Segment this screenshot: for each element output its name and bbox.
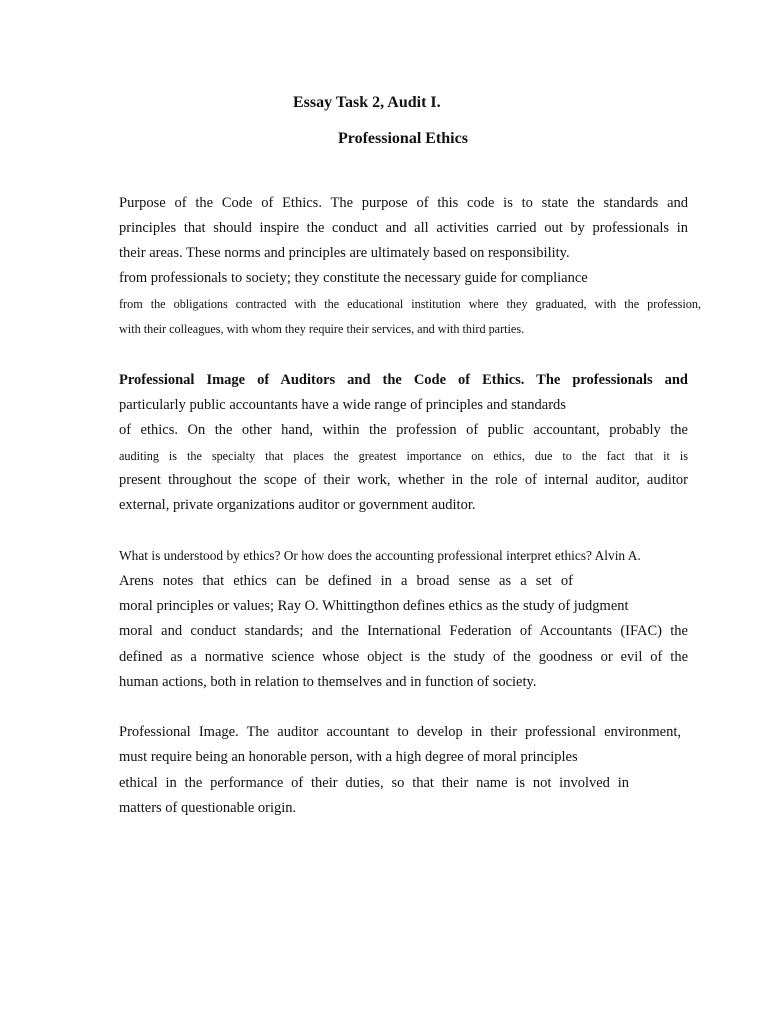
- text-line: What is understood by ethics? Or how does the accounting professional interpret ethics? Alvin A.: [119, 548, 641, 563]
- text-line: particularly public accountants have a wide range of principles and standards: [119, 397, 566, 413]
- text-line: external, private organizations auditor or government auditor.: [119, 497, 476, 513]
- document-title: Essay Task 2, Audit I.: [293, 94, 441, 111]
- text-line: moral and conduct standards; and the International Federation of Accountants (IFAC) the: [119, 623, 688, 639]
- text-line: their areas. These norms and principles are ultimately based on responsibility.: [119, 245, 570, 261]
- text-line: human actions, both in relation to themselves and in function of society.: [119, 674, 537, 690]
- text-line: principles that should inspire the conduct and all activities carried out by professionals in: [119, 220, 688, 236]
- text-line: defined as a normative science whose object is the study of the goodness or evil of the: [119, 649, 688, 665]
- text-line: matters of questionable origin.: [119, 800, 297, 816]
- text-line: Professional Image. The auditor accountant to develop in their professional environment,: [119, 724, 681, 740]
- text-line: Arens notes that ethics can be defined in a broad sense as a set of: [119, 573, 573, 589]
- text-line: from the obligations contracted with the educational institution where they graduated, with the profession,: [119, 297, 701, 311]
- text-line: with their colleagues, with whom they require their services, and with third parties.: [119, 322, 525, 336]
- text-line: auditing is the specialty that places the greatest importance on ethics, due to the fact that it is: [119, 449, 688, 463]
- text-line: of ethics. On the other hand, within the profession of public accountant, probably the: [119, 422, 688, 438]
- text-line: present throughout the scope of their work, whether in the role of internal auditor, auditor: [119, 472, 688, 488]
- text-line: Purpose of the Code of Ethics. The purpose of this code is to state the standards and: [119, 195, 688, 211]
- document-subtitle: Professional Ethics: [338, 130, 468, 147]
- text-line: from professionals to society; they constitute the necessary guide for compliance: [119, 270, 588, 286]
- text-line: ethical in the performance of their duties, so that their name is not involved in: [119, 775, 629, 791]
- text-line: moral principles or values; Ray O. Whittingthon defines ethics as the study of judgment: [119, 598, 629, 614]
- text-line: must require being an honorable person, with a high degree of moral principles: [119, 749, 578, 765]
- text-line-bold: Professional Image of Auditors and the Code of Ethics. The professionals and: [119, 372, 688, 388]
